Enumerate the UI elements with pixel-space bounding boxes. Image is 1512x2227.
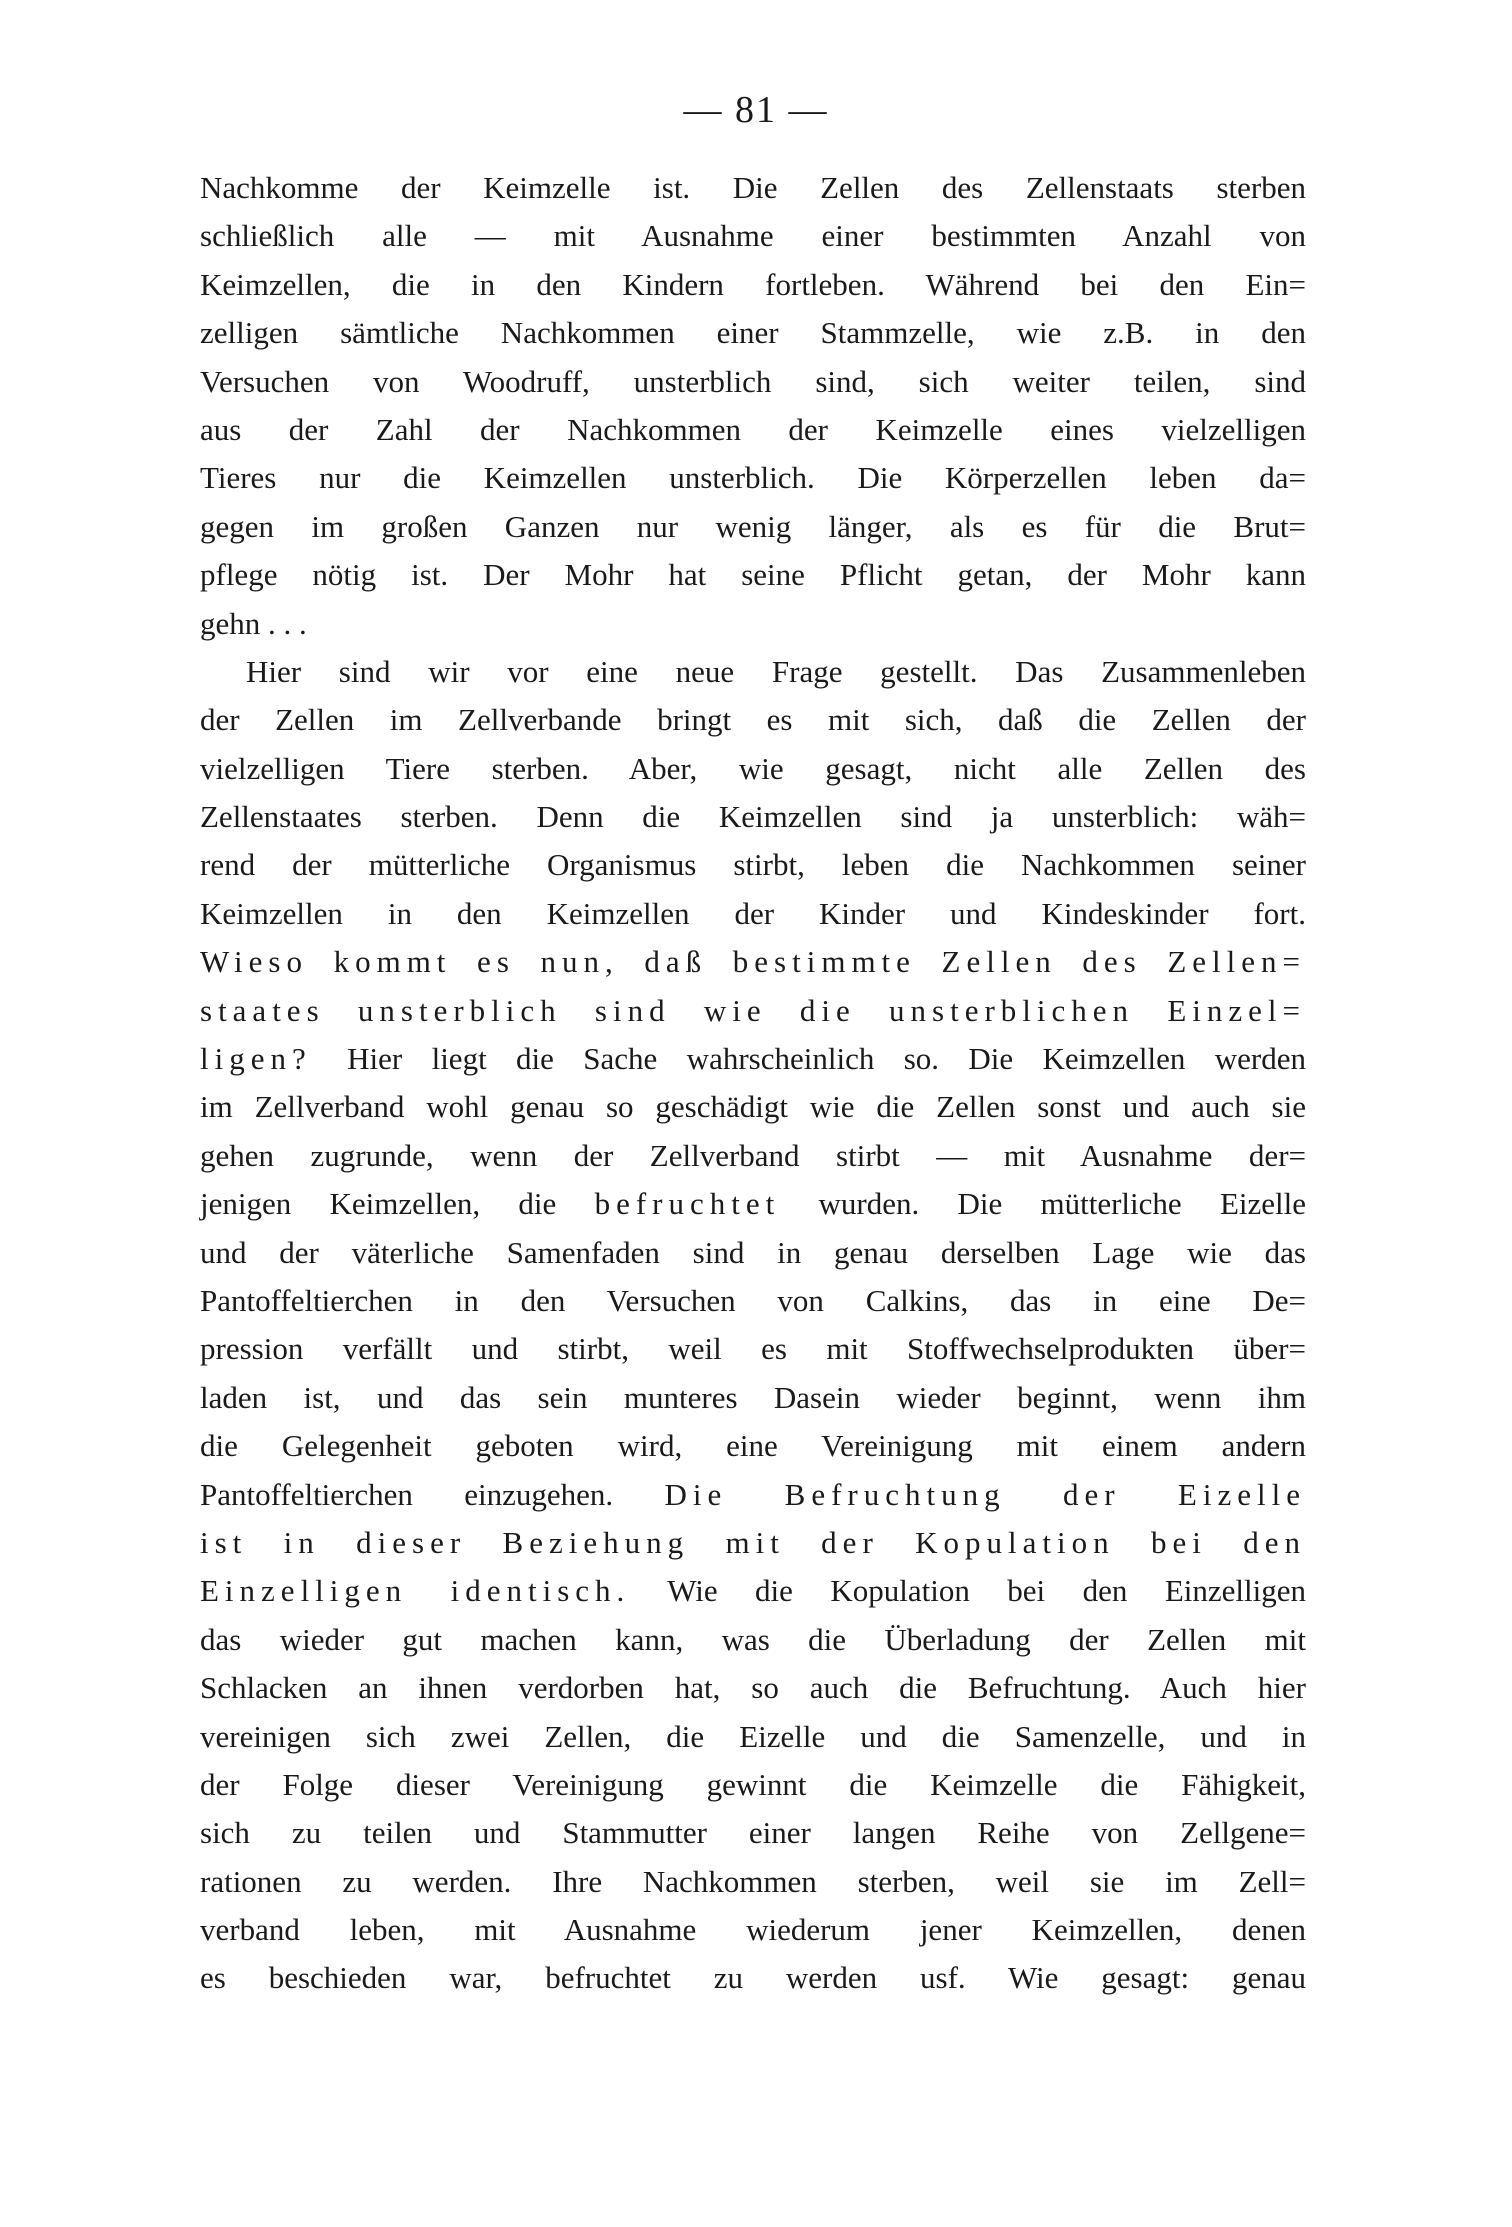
text-line	[200, 1325, 1306, 1373]
text-segment: verband leben, mit Ausnahme wiederum jener Keimzellen, denen	[200, 1912, 1306, 1948]
text-line	[200, 841, 1306, 889]
text-segment: und der väterliche Samenfaden sind in genau derselben Lage wie das	[200, 1234, 1306, 1270]
text-line	[200, 503, 1306, 551]
text-line	[200, 793, 1306, 841]
text-line	[200, 938, 1306, 986]
text-segment: schließlich alle — mit Ausnahme einer bestimmten Anzahl von	[200, 218, 1306, 254]
text-segment: der Zellen im Zellverbande bringt es mit sich, daß die Zellen der	[200, 702, 1306, 738]
text-line	[200, 1954, 1306, 2002]
text-segment: laden ist, und das sein munteres Dasein wieder beginnt, wenn ihm	[200, 1379, 1306, 1415]
text-segment: Hier sind wir vor eine neue Frage gestellt. Das Zusammenleben	[246, 653, 1306, 689]
text-segment: Zellenstaates sterben. Denn die Keimzellen sind ja unsterblich: wäh=	[200, 799, 1306, 835]
text-segment: rend der mütterliche Organismus stirbt, leben die Nachkommen seiner	[200, 847, 1306, 883]
text-line	[200, 358, 1306, 406]
text-line	[200, 1809, 1306, 1857]
text-segment: Hier liegt die Sache wahrscheinlich so. Die Keimzellen werden	[347, 1041, 1306, 1077]
text-line	[200, 406, 1306, 454]
text-line	[200, 696, 1306, 744]
text-segment: vereinigen sich zwei Zellen, die Eizelle und die Samenzelle, und in	[200, 1718, 1306, 1754]
text-line	[200, 1132, 1306, 1180]
text-segment: Pantoffeltierchen einzugehen.	[200, 1476, 665, 1512]
text-segment: rationen zu werden. Ihre Nachkommen sterben, weil sie im Zell=	[200, 1863, 1306, 1899]
text-segment: gegen im großen Ganzen nur wenig länger, als es für die Brut=	[200, 508, 1306, 544]
text-segment: der Folge dieser Vereinigung gewinnt die Keimzelle die Fähigkeit,	[200, 1766, 1306, 1802]
text-segment: es beschieden war, befruchtet zu werden usf. Wie gesagt: genau	[200, 1960, 1306, 1996]
text-line	[200, 1471, 1306, 1519]
text-segment: gehn . . .	[200, 605, 307, 641]
text-line	[200, 1180, 1306, 1228]
text-segment: die Gelegenheit geboten wird, eine Vereinigung mit einem andern	[200, 1428, 1306, 1464]
emphasized-text: ligen?	[200, 1041, 348, 1077]
text-segment: Schlacken an ihnen verdorben hat, so auch die Befruchtung. Auch hier	[200, 1670, 1306, 1706]
text-segment: pression verfällt und stirbt, weil es mit Stoffwechselprodukten über=	[200, 1331, 1306, 1367]
page-number: — 81 —	[683, 89, 829, 131]
text-line	[200, 454, 1306, 502]
text-segment: Pantoffeltierchen in den Versuchen von Calkins, das in eine De=	[200, 1282, 1306, 1318]
text-line	[200, 1616, 1306, 1664]
text-line	[200, 164, 1306, 212]
emphasized-text: staates unsterblich sind wie die unsterblichen Einzel=	[200, 992, 1306, 1028]
text-line	[200, 261, 1306, 309]
text-line	[200, 551, 1306, 599]
text-segment: Nachkomme der Keimzelle ist. Die Zellen des Zellenstaats sterben	[200, 170, 1306, 205]
text-segment: Versuchen von Woodruff, unsterblich sind, sich weiter teilen, sind	[200, 363, 1306, 399]
text-segment: Keimzellen in den Keimzellen der Kinder und Kindeskinder fort.	[200, 895, 1306, 931]
text-segment: zelligen sämtliche Nachkommen einer Stammzelle, wie z.B. in den	[200, 315, 1306, 351]
text-line	[200, 1374, 1306, 1422]
text-line	[200, 648, 1306, 696]
text-line	[200, 1229, 1306, 1277]
text-segment: das wieder gut machen kann, was die Überladung der Zellen mit	[200, 1621, 1306, 1657]
emphasized-text: befruchtet	[594, 1186, 781, 1222]
text-line	[200, 1761, 1306, 1809]
text-segment: pflege nötig ist. Der Mohr hat seine Pflicht getan, der Mohr kann	[200, 557, 1306, 593]
text-line	[200, 1906, 1306, 1954]
text-line	[200, 987, 1306, 1035]
text-line	[200, 1083, 1306, 1131]
text-line	[200, 600, 1306, 648]
text-segment: jenigen Keimzellen, die	[200, 1186, 595, 1222]
text-segment: aus der Zahl der Nachkommen der Keimzelle eines vielzelligen	[200, 411, 1306, 447]
text-line	[200, 890, 1306, 938]
text-line	[200, 745, 1306, 793]
text-line	[200, 1277, 1306, 1325]
text-segment: wurden. Die mütterliche Eizelle	[780, 1186, 1306, 1222]
emphasized-text: Einzelligen identisch.	[200, 1573, 631, 1609]
text-segment: vielzelligen Tiere sterben. Aber, wie gesagt, nicht alle Zellen des	[200, 750, 1306, 786]
emphasized-text: Die Befruchtung der Eizelle	[664, 1476, 1306, 1512]
text-segment: gehen zugrunde, wenn der Zellverband stirbt — mit Ausnahme der=	[200, 1137, 1306, 1173]
emphasized-text: Wieso kommt es nun, daß bestimmte Zellen des Zellen=	[200, 944, 1306, 980]
text-line	[200, 1713, 1306, 1761]
text-line	[200, 1664, 1306, 1712]
text-line	[200, 309, 1306, 357]
text-line	[200, 1422, 1306, 1470]
text-segment: Tieres nur die Keimzellen unsterblich. Die Körperzellen leben da=	[200, 460, 1306, 496]
emphasized-text: ist in dieser Beziehung mit der Kopulation bei den	[200, 1524, 1306, 1560]
text-segment: Wie die Kopulation bei den Einzelligen	[630, 1573, 1306, 1609]
text-line	[200, 1519, 1306, 1567]
text-line	[200, 1035, 1306, 1083]
text-segment: sich zu teilen und Stammutter einer langen Reihe von Zellgene=	[200, 1815, 1306, 1851]
text-line	[200, 212, 1306, 260]
text-line	[200, 1858, 1306, 1906]
text-segment: Keimzellen, die in den Kindern fortleben. Während bei den Ein=	[200, 266, 1306, 302]
body-text	[200, 164, 1306, 2003]
text-line	[200, 1567, 1306, 1615]
text-segment: im Zellverband wohl genau so geschädigt wie die Zellen sonst und auch sie	[200, 1089, 1306, 1125]
